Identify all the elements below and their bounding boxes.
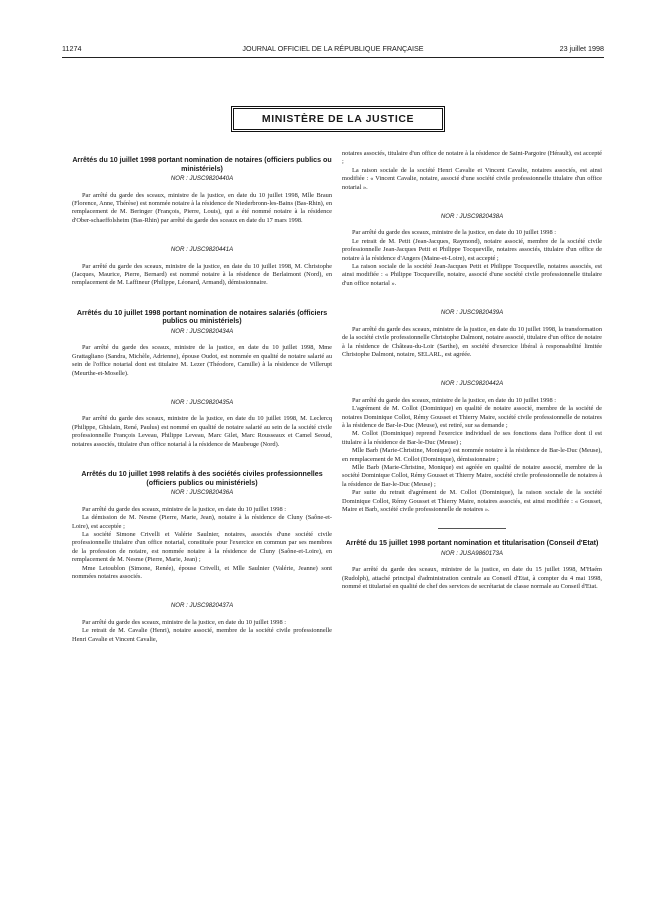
arrete-text: Par arrêté du garde des sceaux, ministre de la justice, en date du 10 juillet 1998, M. Leclercq (Philippe, Ghislain, René, Paulus) est nommé en qualité de notaire salarié au sein de la société civile professionnelle François Leveau, Philippe Leveau, Marc Gilet, Marc Rousseaux et Camel Seoud, notaires associés, titulaire d'un office notarial à la résidence de Maubeuge (Nord).	[72, 415, 332, 448]
arrete-text: Par arrêté du garde des sceaux, ministre de la justice, en date du 10 juillet 1998 :	[352, 396, 556, 404]
section-divider	[438, 528, 506, 529]
nor-reference: NOR : JUSC9820441A	[170, 246, 234, 254]
arrete-text: M. Collot (Dominique) reprend l'exercice individuel de ses fonctions dans l'office dont il est titulaire à la résidence de Bar-le-Duc (Meuse) ;	[342, 430, 602, 446]
arrete-title: Arrêtés du 10 juillet 1998 relatifs à des sociétés civiles professionnelles (officiers publics ou ministériels)	[81, 470, 323, 487]
arrete-text: Le retrait de M. Petit (Jean-Jacques, Raymond), notaire associé, membre de la société civile professionnelle Jean-Jacques Petit et Philippe Tocqueville, notaires associés, titulaire d'un office de notaire à la résidence d'Angers (Maine-et-Loire), est accepté ;	[342, 237, 602, 262]
arrete-text: Par arrêté du garde des sceaux, ministre de la justice, en date du 10 juillet 1998 :	[352, 229, 556, 237]
journal-title: JOURNAL OFFICIEL DE LA RÉPUBLIQUE FRANÇAISE	[242, 44, 424, 53]
header-rule	[62, 57, 604, 58]
nor-reference: NOR : JUSC9820436A	[170, 489, 234, 497]
left-column	[72, 150, 332, 644]
arrete-text: La démission de M. Nesme (Pierre, Marie, Jean), notaire à la résidence de Cluny (Saône-et-Loire), est acceptée ;	[72, 514, 332, 530]
arrete-text: Le retrait de M. Cavalie (Henri), notaire associé, membre de la société civile professionnelle Henri Cavalie et Vincent Cavalie,	[72, 627, 332, 643]
arrete-text: Par arrêté du garde des sceaux, ministre de la justice, en date du 10 juillet 1998, la transformation de la société civile professionnelle Christophe Dalmont, notaire associé, titulaire d'un office de notaire à la résidence de Château-du-Loir (Sarthe), en société d'exercice libéral à responsabilité limitée Christophe Dalmont, notaire, SELARL, est agréée.	[342, 325, 602, 358]
nor-reference: NOR : JUSC9820434A	[170, 328, 234, 336]
nor-reference: NOR : JUSC9820440A	[170, 175, 234, 183]
nor-reference: NOR : JUSC9820439A	[440, 309, 504, 317]
arrete-text: Par arrêté du garde des sceaux, ministre de la justice, en date du 10 juillet 1998, Mme Grattagliano (Sandra, Michèle, Adrienne), épouse Oudot, est nommée en qualité de notaire salarié au sein de l'office notarial dont est titulaire M. Lezer (Théodore, Camille) à la résidence de Villerupt (Meurthe-et-Moselle).	[72, 344, 332, 377]
arrete-text: Mlle Barb (Marie-Christine, Monique) est agréée en qualité de notaire associé, membre de la société Dominique Collot, Rémy Gousset et Thierry Maire, société civile professionnelle de notaires à la résidence de Bar-le-Duc (Meuse) ;	[342, 463, 602, 488]
right-column	[342, 150, 602, 592]
arrete-text: L'agrément de M. Collot (Dominique) en qualité de notaire associé, membre de la société de notaires Dominique Collot, Rémy Gousset et Thierry Maire, société civile professionnelle de notaires à la résidence de Bar-le-Duc (Meuse), est retiré, sur sa demande ;	[342, 405, 602, 429]
nor-reference: NOR : JUSC9820442A	[440, 380, 504, 388]
arrete-text: Par arrêté du garde des sceaux, ministre de la justice, en date du 10 juillet 1998 :	[82, 618, 286, 626]
arrete-text: Par arrêté du garde des sceaux, ministre de la justice, en date du 15 juillet 1998, M'Haém (Rudolph), attaché principal d'administration centrale au Conseil d'Etat, à compter du 4 mai 1998, nommé et titularisé en qualité de chef des services de secrétariat de classe normale au Conseil d'Etat.	[342, 566, 602, 591]
arrete-text: La raison sociale de la société Jean-Jacques Petit et Philippe Tocqueville, notaires associés, est ainsi modifiée : « Philippe Tocqueville, notaire, associé d'une société civile professionnelle titulaire d'un office notarial ».	[342, 263, 602, 287]
arrete-text: Mlle Barb (Marie-Christine, Monique) est nommée notaire à la résidence de Bar-le-Duc (Meuse), en remplacement de M. Collot (Dominique), démissionnaire ;	[342, 447, 602, 463]
arrete-title: Arrêtés du 10 juillet 1998 portant nomination de notaires salariés (officiers publics ou ministériels)	[76, 308, 328, 326]
section-heading-box	[233, 108, 443, 130]
issue-date: 23 juillet 1998	[559, 44, 604, 53]
arrete-text: notaires associés, titulaire d'un office de notaire à la résidence de Saint-Pargoire (Hérault), est accepté ;	[342, 150, 602, 166]
arrete-text: Par arrêté du garde des sceaux, ministre de la justice, en date du 10 juillet 1998, Mlle Braun (Florence, Anne, Thérèse) est nommée notaire à la résidence de Niederbronn-les-Bains (Bas-Rhin), en remplacement de M. Beringer (François, Pierre, Louis), qui a été nommé notaire à la résidence d'Ober-schaeffolsheim (Bas-Rhin) par arrêté du garde des sceaux en date du 17 mars 1998.	[72, 191, 332, 224]
page-header	[62, 44, 604, 58]
arrete-text: Mme Letoublon (Simone, Renée), épouse Crivelli, et Mlle Saulnier (Valérie, Jeanne) sont nommées notaires associés.	[72, 564, 332, 580]
section-title: MINISTÈRE DE LA JUSTICE	[261, 113, 415, 125]
arrete-text: Par suite du retrait d'agrément de M. Collot (Dominique), la raison sociale de la société Dominique Collot, Rémy Gousset et Thierry Maire, notaires associés, est ainsi modifiée : « Gousset, Maire et Barb, société civile professionnelle de notaires ».	[342, 489, 602, 513]
nor-reference: NOR : JUSC9820438A	[440, 213, 504, 221]
nor-reference: NOR : JUSC9820437A	[170, 602, 234, 610]
arrete-text: La société Simone Crivelli et Valérie Saulnier, notaires, associés d'une société civile professionnelle titulaire d'un office notarial, constituée pour l'exercice en commun par ses membres de la profession de notaire, est nommée notaire à la résidence de Cluny (Saône-et-Loire), en remplacement de M. Nesme (Pierre, Marie, Jean) ;	[72, 530, 332, 564]
arrete-title: Arrêtés du 10 juillet 1998 portant nomination de notaires (officiers publics ou ministériels)	[72, 156, 332, 173]
nor-reference: NOR : JUSA9860173A	[441, 550, 503, 557]
arrete-text: Par arrêté du garde des sceaux, ministre de la justice, en date du 10 juillet 1998, M. Christophe (Jacques, Maurice, Pierre, Bernard) est nommé notaire à la résidence de Berlaimont (Nord), en remplacement de M. Laffineur (Philippe, Léonard, Armand), démissionnaire.	[72, 262, 332, 287]
arrete-title: Arrêté du 15 juillet 1998 portant nomination et titularisation (Conseil d'Etat)	[345, 539, 599, 548]
nor-reference: NOR : JUSC9820435A	[170, 399, 234, 407]
page-number: 11274	[62, 44, 82, 53]
arrete-text: La raison sociale de la société Henri Cavalie et Vincent Cavalie, notaires associés, est ainsi modifiée : « Vincent Cavalie, notaire, associé d'une société civile professionnelle titulaire d'un office notarial ».	[342, 166, 602, 191]
arrete-text: Par arrêté du garde des sceaux, ministre de la justice, en date du 10 juillet 1998 :	[82, 505, 286, 513]
